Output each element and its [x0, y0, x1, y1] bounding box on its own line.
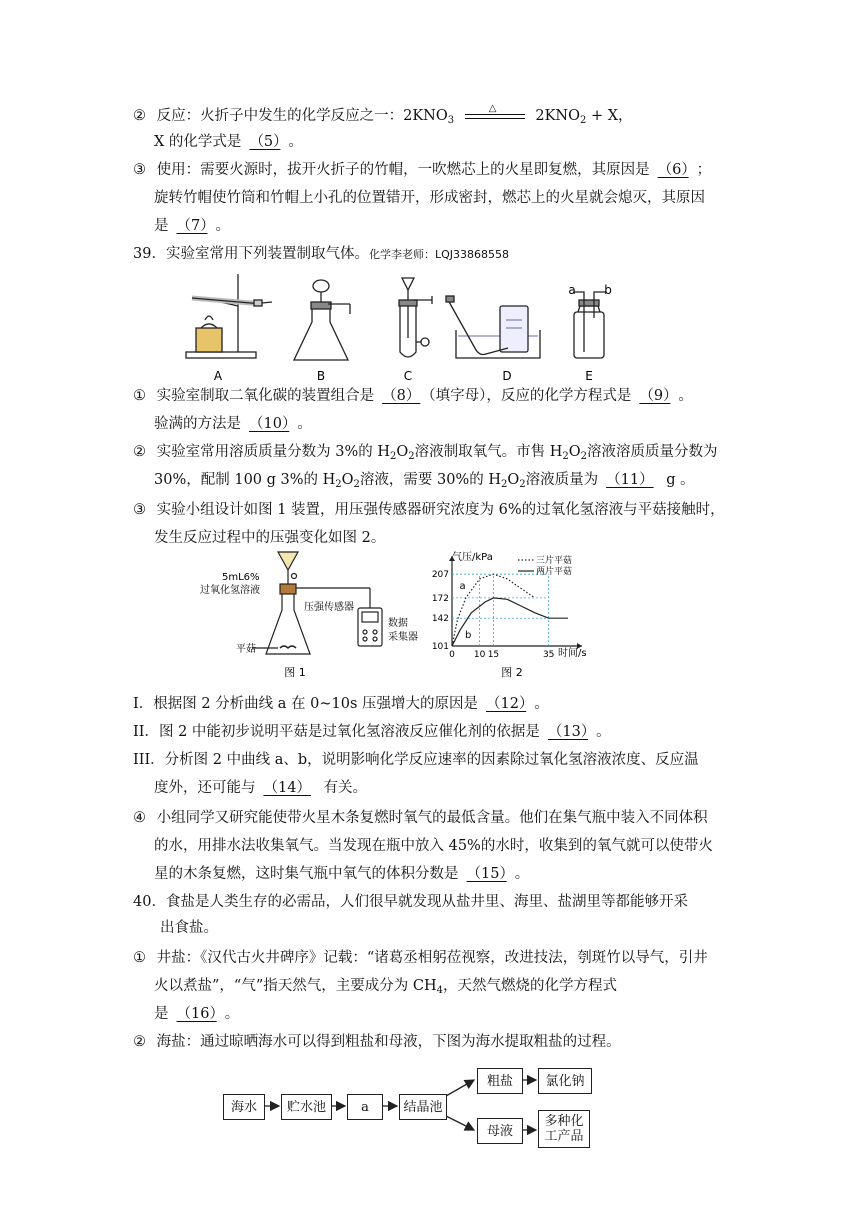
q40-item2: ② 海盐：通过晾晒海水可以得到粗盐和母液，下图为海水提取粗盐的过程。 — [133, 1034, 621, 1050]
chart-legend-label: 两片平菇 — [536, 567, 573, 577]
blank-16[interactable]: （16） — [176, 1006, 217, 1022]
fig1-solution-label: 5mL6% — [222, 572, 260, 583]
chart-y-label: 气压/kPa — [452, 552, 493, 563]
blank-9[interactable]: （9） — [639, 388, 671, 404]
apparatus-label: E — [585, 369, 593, 383]
chart-y-tick-label: 142 — [431, 614, 449, 625]
chart-y-tick-label: 207 — [431, 570, 449, 581]
q39-item2-line2: 30%，配制 100 g 3%的 $H_2O_2$溶液，需要 30%的 $H_2O_2$溶液质量为 （11） g 。 — [154, 472, 695, 490]
blank-7[interactable]: （7） — [176, 218, 208, 234]
q39-sub-III: III．分析图 2 中曲线 a、b，说明影响化学反应速率的因素除过氧化氢溶液浓度、反应温 — [133, 752, 699, 768]
blank-11[interactable]: （11） — [606, 472, 654, 488]
q40-item1-line3: 是 （16） 。 — [154, 1006, 240, 1022]
q40-item1-line2: 火以煮盐”，“气”指天然气，主要成分为 $CH_4$，天然气燃烧的化学方程式 — [154, 978, 617, 996]
q38-item3-line3: 是 （7） 。 — [154, 218, 230, 234]
q39-item3: ③ 实验小组设计如图 1 装置，用压强传感器研究浓度为 6%的过氧化氢溶液与平菇接触时， — [133, 502, 725, 518]
blank-12[interactable]: （12） — [486, 696, 527, 712]
q39-title: 39．实验室常用下列装置制取气体。化学李老师：LQJ33868558 — [133, 246, 509, 262]
flow-chemicals: 多种化工产品 — [538, 1110, 590, 1148]
fig1-solution-label-2: 过氧化氢溶液 — [200, 585, 260, 596]
apparatus-label: C — [403, 369, 413, 383]
watermark: 化学李老师：LQJ33868558 — [368, 248, 509, 261]
flow-seawater: 海水 — [223, 1094, 265, 1120]
chart-x-label: 时间/s — [558, 648, 587, 659]
blank-14[interactable]: （14） — [263, 780, 311, 796]
q39-item1: ① 实验室制取二氧化碳的装置组合是 （8） （填字母），反应的化学方程式是 （9） 。 — [133, 388, 693, 404]
q40-item1: ① 井盐：《汉代古火井碑序》记载：“诸葛丞相躬莅视察，改进技法，刳斑竹以导气，引井 — [133, 950, 708, 966]
q39-sub-III-line2: 度外，还可能与 （14） 有关。 — [154, 780, 368, 796]
chart-x-tick-label: 35 — [542, 650, 555, 660]
chart-curve-label: b — [465, 629, 472, 641]
blank-10[interactable]: （10） — [249, 416, 290, 432]
q39-item4-line3: 星的木条复燃，这时集气瓶中氧气的体积分数是 （15） 。 — [154, 866, 530, 882]
blank-5[interactable]: （5） — [249, 134, 281, 150]
q39-sub-I: I．根据图 2 分析曲线 a 在 0~10s 压强增大的原因是 （12） 。 — [133, 696, 549, 712]
fig2-caption: 图 2 — [501, 666, 523, 679]
q40-title-line2: 出食盐。 — [160, 920, 218, 936]
fig1-mushroom-label: 平菇 — [236, 644, 256, 655]
q39-item2: ② 实验室常用溶质质量分数为 3%的 $H_2O_2$溶液制取氧气。市售 $H_2O_2$溶液溶质质量分数为 — [133, 444, 718, 462]
flow-step-a: a — [347, 1094, 383, 1120]
apparatus-label: B — [316, 369, 326, 383]
blank-13[interactable]: （13） — [547, 724, 589, 740]
chart-x-tick-label: 10 — [473, 650, 486, 660]
chart-x-tick-label: 0 — [449, 650, 455, 660]
fig1-collector-label: 数据 — [388, 618, 408, 629]
fig1-collector-label-2: 采集器 — [388, 632, 418, 643]
flow-mother-liquor: 母液 — [477, 1118, 523, 1144]
q39-item3-line2: 发生反应过程中的压强变化如图 2。 — [154, 530, 386, 546]
q38-item3: ③ 使用：需要火源时，拔开火折子的竹帽，一吹燃芯上的火星即复燃，其原因是 （6） ； — [133, 162, 712, 178]
blank-15[interactable]: （15） — [466, 866, 507, 882]
port-a-label: a — [568, 283, 576, 297]
port-b-label: b — [604, 283, 612, 297]
q38-item3-line2: 旋转竹帽使竹筒和竹帽上小孔的位置错开，形成密封，燃芯上的火星就会熄灭，其原因 — [154, 190, 705, 206]
fig1-sensor-label: 压强传感器 — [304, 602, 354, 613]
q40-title: 40．食盐是人类生存的必需品，人们很早就发现从盐井里、海里、盐湖里等都能够开采 — [133, 894, 688, 910]
flow-crude-salt: 粗盐 — [477, 1068, 523, 1094]
chart-y-tick-label: 101 — [431, 642, 449, 652]
apparatus-label: A — [213, 369, 223, 383]
q39-item1-line2: 验满的方法是 （10） 。 — [154, 416, 312, 432]
flow-nacl: 氯化钠 — [538, 1068, 592, 1094]
chart-curve-label: a — [459, 581, 466, 593]
flow-reservoir: 贮水池 — [281, 1094, 332, 1120]
q39-item4-line2: 的水，用排水法收集氧气。当发现在瓶中放入 45%的水时，收集到的氧气就可以使带火 — [154, 838, 713, 854]
blank-8[interactable]: （8） — [382, 388, 421, 404]
q38-item2: ② 反应：火折子中发生的化学反应之一：$2KNO_3$ △ $2KNO_2 + X$， — [133, 103, 633, 126]
blank-6[interactable]: （6） — [657, 162, 689, 178]
q39-sub-II: II．图 2 中能初步说明平菇是过氧化氢溶液反应催化剂的依据是 （13） 。 — [133, 724, 611, 740]
heat-arrow: △ — [465, 109, 525, 123]
apparatus-label: D — [502, 369, 512, 383]
chart-y-tick-label: 172 — [431, 593, 449, 604]
q39-item4: ④ 小组同学又研究能使带火星木条复燃时氧气的最低含量。他们在集气瓶中装入不同体积 — [133, 810, 708, 826]
chart-legend-label: 三片平菇 — [536, 556, 573, 566]
flow-crystallizer: 结晶池 — [399, 1094, 447, 1120]
fig1-caption: 图 1 — [284, 666, 306, 679]
q38-item2-line2: X 的化学式是 （5） 。 — [154, 134, 303, 150]
chart-x-tick-label: 15 — [487, 650, 500, 660]
